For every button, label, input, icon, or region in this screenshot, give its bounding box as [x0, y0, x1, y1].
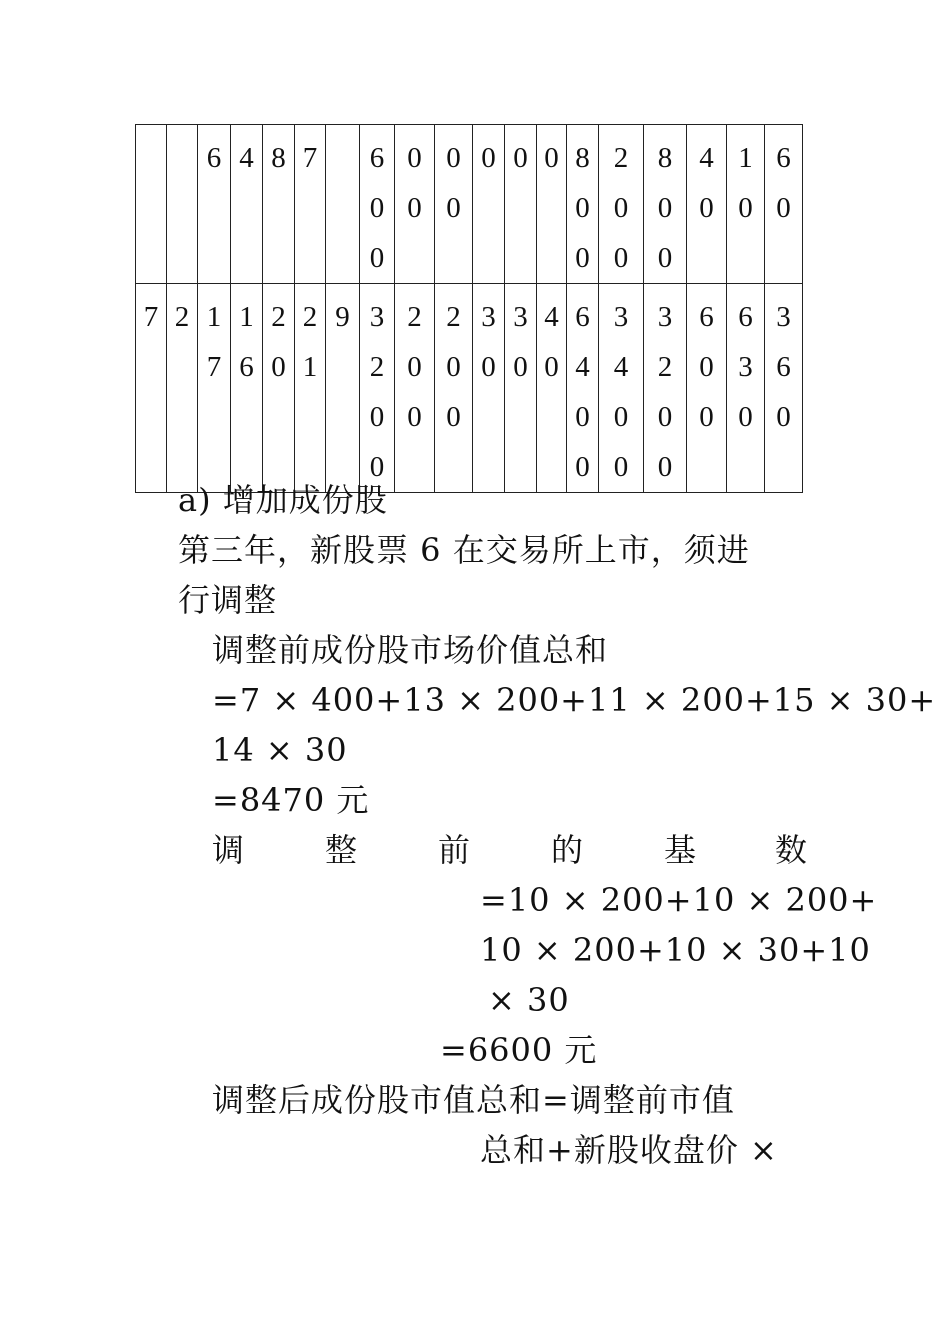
table-cell: 800: [567, 125, 599, 284]
table-row: [136, 125, 803, 284]
table-cell: 21: [295, 284, 326, 493]
paragraph-line: 第三年，新股票 6 在交易所上市，须进: [178, 531, 750, 569]
table-cell: 630: [727, 284, 765, 493]
base-formula: 10 × 200+10 × 30+10: [480, 931, 871, 969]
table-cell: 200: [435, 284, 473, 493]
stock-data-table: [135, 124, 803, 493]
table-cell: 00: [395, 125, 435, 284]
table-cell: 00: [435, 125, 473, 284]
table-cell: 360: [765, 284, 803, 493]
table-cell: 40: [687, 125, 727, 284]
table-cell: 8: [263, 125, 295, 284]
table-cell: 800: [644, 125, 687, 284]
table-cell: 7: [295, 125, 326, 284]
base-label-char: 前: [438, 831, 471, 869]
table-cell: 3400: [599, 284, 644, 493]
base-result: =6600 元: [440, 1031, 598, 1069]
base-label-char: 基: [664, 831, 697, 869]
base-formula: =10 × 200+10 × 200+: [480, 881, 878, 919]
paragraph-line: 行调整: [178, 581, 278, 619]
pre-sum-result: =8470 元: [212, 781, 370, 819]
table-cell: 17: [198, 284, 231, 493]
table-cell: 9: [326, 284, 360, 493]
post-sum-line: 调整后成份股市值总和=调整前市值: [212, 1081, 735, 1119]
table-cell: 40: [537, 284, 567, 493]
table-cell: 16: [231, 284, 263, 493]
table-cell: [326, 125, 360, 284]
table-cell: 3200: [360, 284, 395, 493]
table-cell: 30: [505, 284, 537, 493]
pre-sum-label: 调整前成份股市场价值总和: [212, 631, 609, 669]
table-row: [136, 284, 803, 493]
table-cell: 60: [765, 125, 803, 284]
base-label: [212, 830, 807, 870]
table-cell: 6: [198, 125, 231, 284]
base-formula: × 30: [488, 981, 570, 1019]
base-label-char: 数: [775, 831, 808, 869]
table-cell: 6400: [567, 284, 599, 493]
table-cell: [136, 125, 167, 284]
base-label-char: 调: [212, 831, 245, 869]
table-cell: 200: [599, 125, 644, 284]
pre-sum-formula: =7 × 400+13 × 200+11 × 200+15 × 30+: [212, 681, 937, 719]
table-cell: 30: [473, 284, 505, 493]
table-cell: 2: [167, 284, 198, 493]
table-cell: 0: [505, 125, 537, 284]
table-cell: 20: [263, 284, 295, 493]
table-cell: 600: [360, 125, 395, 284]
post-sum-line: 总和+新股收盘价 ×: [480, 1131, 778, 1169]
table-cell: 7: [136, 284, 167, 493]
table-cell: 600: [687, 284, 727, 493]
base-label-char: 整: [325, 831, 358, 869]
table-cell: 4: [231, 125, 263, 284]
pre-sum-formula: 14 × 30: [212, 731, 348, 769]
base-label-char: 的: [551, 831, 584, 869]
table-cell: [167, 125, 198, 284]
section-heading-a: a) 增加成份股: [178, 481, 388, 519]
table-cell: 0: [473, 125, 505, 284]
table-cell: 3200: [644, 284, 687, 493]
table-cell: 10: [727, 125, 765, 284]
table-cell: 0: [537, 125, 567, 284]
table-cell: 200: [395, 284, 435, 493]
